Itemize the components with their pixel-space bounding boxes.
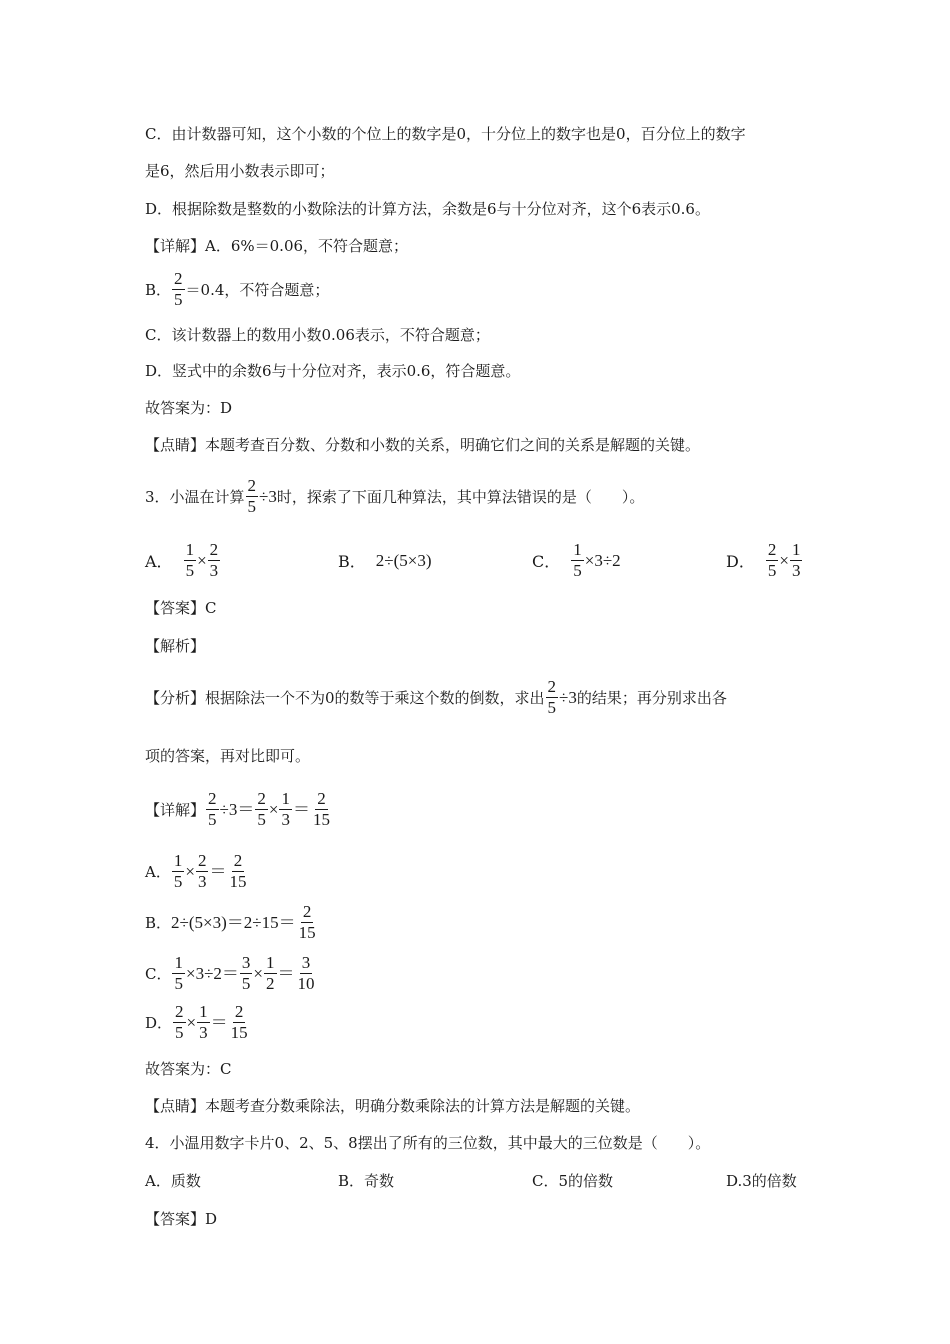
denominator: 5: [174, 974, 183, 993]
fraction-2-15: [227, 852, 248, 891]
fraction-2-15: [297, 903, 318, 942]
denominator: 3: [199, 1023, 208, 1042]
denominator: 5: [173, 872, 183, 891]
fraction-2-3: [196, 852, 209, 891]
q3-detail-c: [145, 954, 318, 993]
denominator: 3: [791, 561, 801, 580]
question-3: [145, 477, 644, 516]
fraction-1-2: [264, 954, 277, 993]
denominator: 3: [197, 872, 207, 891]
q4-option-b: B．奇数: [338, 1172, 395, 1190]
times-sign: ×: [779, 550, 789, 570]
div-3: ÷3: [219, 799, 238, 819]
denominator: 5: [175, 1023, 184, 1042]
equals-sign: ＝: [292, 799, 310, 819]
analysis-c-line-1: C．由计数器可知，这个小数的个位上的数字是0，十分位上的数字也是0，百分位上的数字: [145, 125, 746, 143]
option-c-expression: ×3÷2＝: [185, 963, 239, 983]
numerator: 2: [317, 789, 326, 808]
numerator: 1: [199, 1002, 208, 1021]
fraction-1-5: [172, 852, 185, 891]
denominator: 10: [297, 974, 315, 993]
numerator: 1: [573, 540, 582, 559]
numerator: 2: [209, 540, 219, 559]
detail-c-line: C．该计数器上的数用小数0.06表示，不符合题意；: [145, 326, 490, 344]
times-sign: ×: [197, 550, 207, 570]
q3-detail-a: [145, 852, 249, 891]
option-letter: B．: [338, 552, 366, 571]
q3-analysis-line-1: [145, 678, 727, 717]
numerator: 2: [547, 677, 557, 696]
numerator: 1: [185, 540, 195, 559]
fraction-1-5: [184, 541, 197, 580]
q3-point: 【点睛】本题考查分数乘除法，明确分数乘除法的计算方法是解题的关键。: [145, 1097, 641, 1115]
times-sign: ×: [185, 861, 195, 881]
fraction-3-10: [296, 954, 317, 993]
q3-jiexi: 【解析】: [145, 637, 206, 655]
detail-b-suffix: ＝0.4，不符合题意；: [185, 280, 330, 299]
fraction-1-5: [571, 541, 584, 580]
option-letter: C．: [532, 552, 561, 571]
denominator: 3: [281, 810, 290, 829]
q4-option-c: C．5的倍数: [532, 1172, 614, 1190]
detail-b-prefix: B．: [145, 280, 172, 299]
denominator: 5: [208, 810, 217, 829]
fraction-1-5: [172, 954, 185, 993]
answer-2-line: 故答案为：D: [145, 399, 233, 417]
detail-b-line: [145, 270, 329, 309]
numerator: 2: [247, 476, 257, 495]
equals-sign: ＝: [209, 861, 227, 881]
option-b-rest: ＝2÷15＝: [226, 912, 296, 932]
denominator: 5: [241, 974, 251, 993]
q3-detail-d: [145, 1003, 251, 1042]
q3-option-c: [532, 541, 621, 580]
numerator: 3: [301, 953, 311, 972]
denominator: 5: [573, 561, 582, 580]
denominator: 15: [230, 1023, 248, 1042]
fraction-1-3: [279, 790, 292, 829]
numerator: 1: [173, 851, 183, 870]
detail-a-line: 【详解】A．6%＝0.06，不符合题意；: [145, 237, 409, 255]
fraction-2-5: [246, 477, 259, 516]
q3-option-a: [145, 541, 221, 580]
analysis-d-line: D．根据除数是整数的小数除法的计算方法，余数是6与十分位对齐，这个6表示0.6。: [145, 200, 710, 218]
fraction-2-15: [229, 1003, 250, 1042]
denominator: 5: [257, 810, 266, 829]
q3-final-answer: 故答案为：C: [145, 1060, 232, 1078]
div-3: ÷3: [559, 687, 577, 707]
q3-analysis-suffix: 的结果；再分别求出各: [576, 688, 727, 707]
fraction-2-5: [172, 270, 185, 309]
fraction-2-5: [173, 1003, 186, 1042]
detail-d-line: D．竖式中的余数6与十分位对齐，表示0.6，符合题意。: [145, 362, 521, 380]
denominator: 3: [209, 561, 219, 580]
denominator: 5: [547, 698, 557, 717]
numerator: 2: [302, 902, 312, 921]
numerator: 1: [266, 953, 275, 972]
point-2-line: 【点睛】本题考查百分数、分数和小数的关系，明确它们之间的关系是解题的关键。: [145, 436, 701, 454]
option-letter: A．: [145, 862, 171, 881]
fraction-2-3: [208, 541, 221, 580]
times-sign: ×: [268, 799, 279, 819]
q3-suffix: 时，探索了下面几种算法，其中算法错误的是（ ）。: [276, 487, 645, 506]
fraction-2-5: [546, 678, 559, 717]
option-letter: D．: [726, 552, 755, 571]
denominator: 2: [266, 974, 275, 993]
numerator: 2: [233, 851, 243, 870]
times-sign: ×: [253, 963, 263, 983]
numerator: 2: [175, 1002, 184, 1021]
denominator: 5: [247, 497, 257, 516]
fraction-1-3: [790, 541, 803, 580]
q3-detail-b: [145, 903, 319, 942]
option-letter: D．: [145, 1013, 173, 1032]
option-letter: B．: [145, 913, 172, 932]
equals-sign: ＝: [277, 963, 295, 983]
numerator: 2: [197, 851, 207, 870]
denominator: 15: [298, 923, 316, 942]
denominator: 5: [174, 290, 183, 309]
fraction-2-5: [766, 541, 779, 580]
fraction-3-5: [240, 954, 253, 993]
numerator: 2: [174, 269, 183, 288]
div-3: ÷3: [259, 486, 277, 506]
option-b-expression: 2÷(5×3): [375, 550, 432, 570]
times-sign: ×: [186, 1012, 197, 1032]
q3-option-d: [726, 541, 803, 580]
denominator: 15: [229, 872, 247, 891]
option-c-expression: ×3÷2: [584, 550, 621, 570]
option-letter: C．: [145, 964, 172, 983]
option-letter: A．: [145, 552, 173, 571]
numerator: 1: [281, 789, 290, 808]
q3-prefix: 3．小温在计算: [145, 487, 245, 506]
numerator: 1: [174, 953, 183, 972]
fraction-2-5: [255, 790, 268, 829]
q3-option-b: [338, 549, 432, 572]
numerator: 3: [241, 953, 251, 972]
equals-sign: ＝: [210, 1012, 228, 1032]
fraction-2-5: [206, 790, 219, 829]
question-4: 4．小温用数字卡片0、2、5、8摆出了所有的三位数，其中最大的三位数是（ ）。: [145, 1134, 711, 1152]
q3-detail-label: 【详解】: [145, 800, 206, 819]
equals-sign: ＝: [237, 799, 255, 819]
analysis-c-line-2: 是6，然后用小数表示即可；: [145, 162, 335, 180]
numerator: 2: [208, 789, 217, 808]
q3-analysis-prefix: 【分析】根据除法一个不为0的数等于乘这个数的倒数，求出: [145, 688, 545, 707]
numerator: 2: [257, 789, 266, 808]
option-b-expression: 2÷(5×3): [171, 912, 227, 932]
q4-option-d: D.3的倍数: [726, 1172, 797, 1190]
numerator: 1: [791, 540, 801, 559]
q3-answer: 【答案】C: [145, 599, 217, 617]
denominator: 5: [767, 561, 777, 580]
numerator: 2: [234, 1002, 244, 1021]
fraction-1-3: [197, 1003, 210, 1042]
numerator: 2: [767, 540, 777, 559]
fraction-2-15: [311, 790, 332, 829]
q3-analysis-line-2: 项的答案，再对比即可。: [145, 747, 311, 765]
q4-option-a: A．质数: [145, 1172, 201, 1190]
denominator: 15: [312, 810, 330, 829]
q3-detail-main: [145, 790, 333, 829]
q4-answer: 【答案】D: [145, 1210, 218, 1228]
denominator: 5: [185, 561, 195, 580]
